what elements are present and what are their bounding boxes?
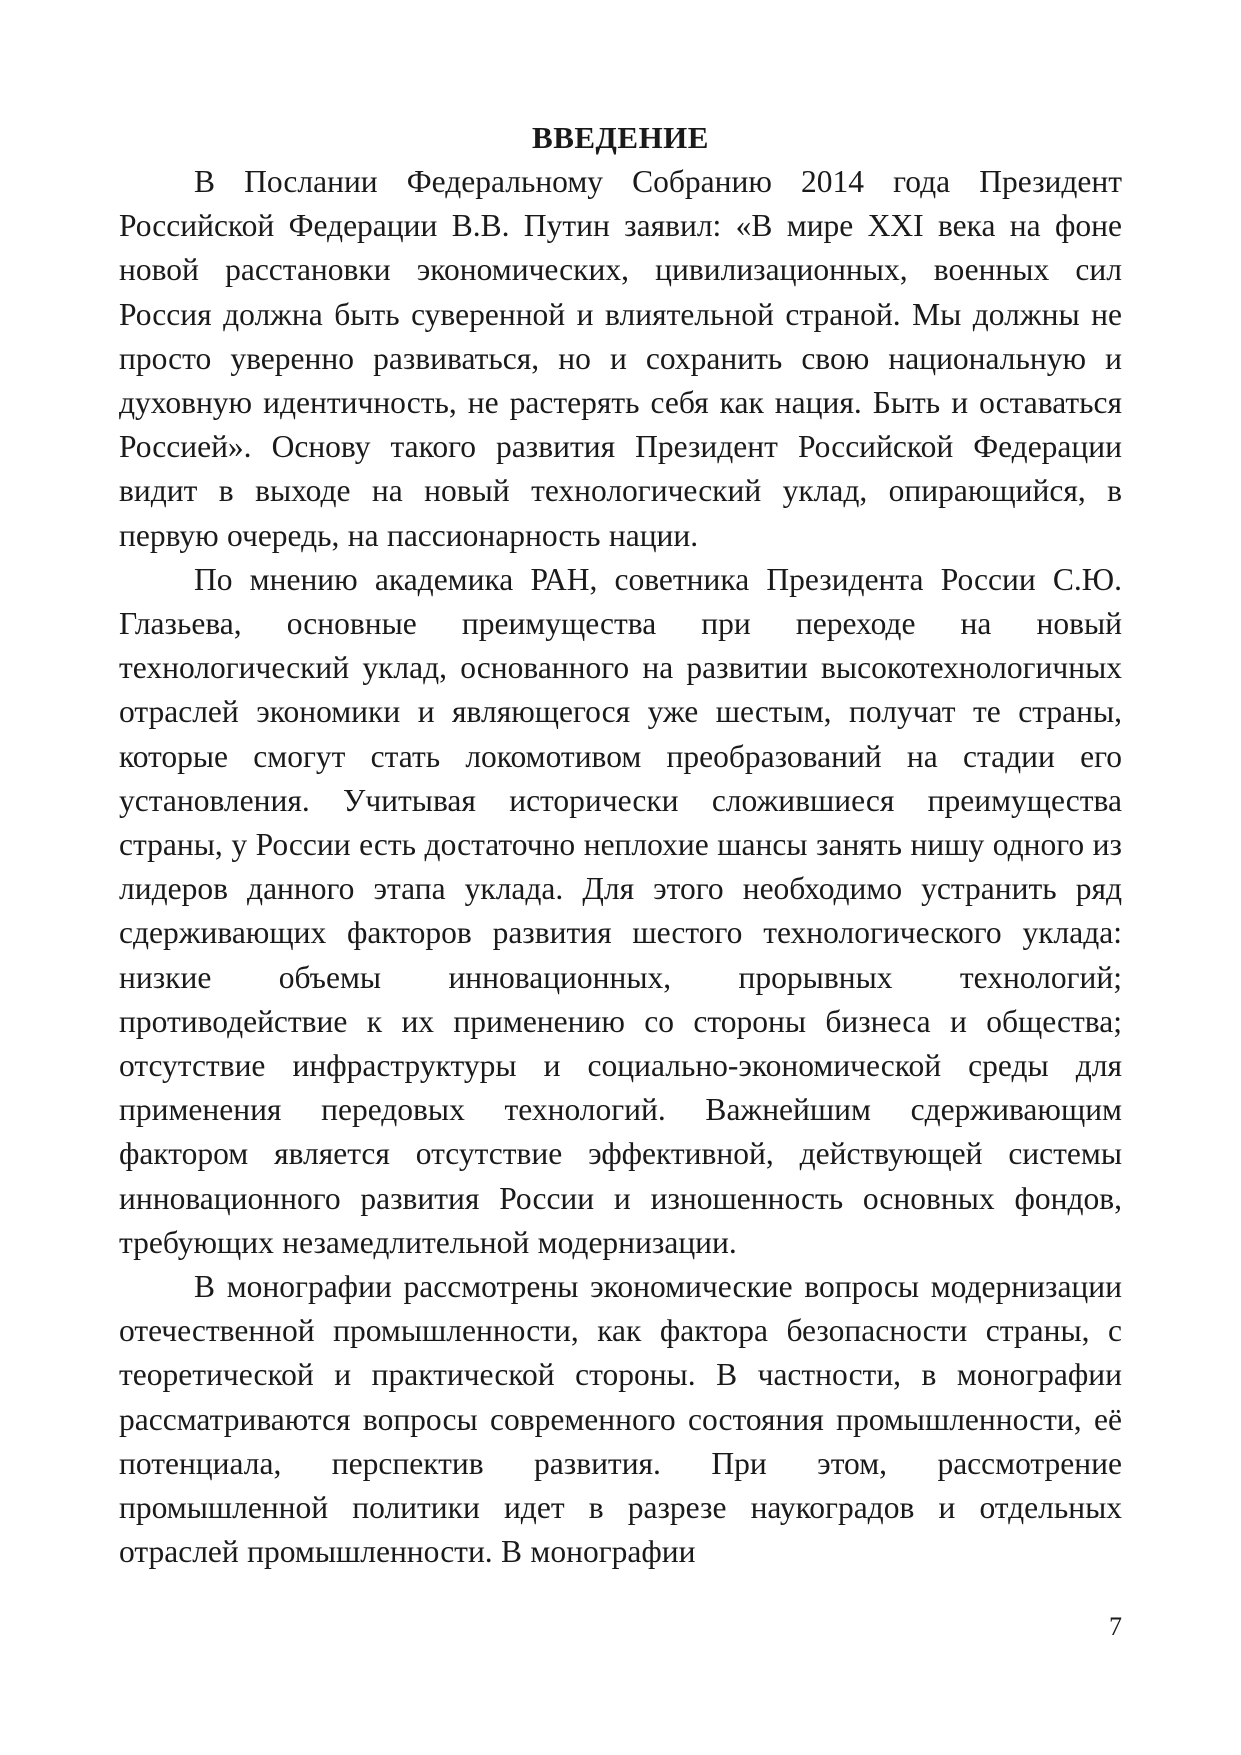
page-number: 7 — [1109, 1612, 1122, 1641]
body-text — [119, 160, 1122, 1575]
paragraph-2: По мнению академика РАН, советника Президента России С.Ю. Глазьева, основные преимущества при переходе на новый технологический уклад, основанного на развитии высокотехнологичных отраслей экономики и являющегося уже шестым, получат те страны, которые смогут стать локомотивом преобразований на стадии его установления. Учитывая исторически сложившиеся преимущества страны, у России есть достаточно неплохие шансы занять нишу одного из лидеров данного этапа уклада. Для этого необходимо устранить ряд сдерживающих факторов развития шестого технологического уклада: низкие объемы инновационных, прорывных технологий; противодействие к их применению со стороны бизнеса и общества; отсутствие инфраструктуры и социально-экономической среды для применения передовых технологий. Важнейшим сдерживающим фактором является отсутствие эффективной, действующей системы инновационного развития России и изношенность основных фондов, требующих незамедлительной модернизации. — [119, 561, 1122, 1260]
paragraph-1: В Послании Федеральному Собранию 2014 года Президент Российской Федерации В.В. Путин заявил: «В мире XXI века на фоне новой расстановки экономических, цивилизационных, военных сил Россия должна быть суверенной и влиятельной страной. Мы должны не просто уверенно развиваться, но и сохранить свою национальную и духовную идентичность, не растерять себя как нация. Быть и оставаться Россией». Основу такого развития Президент Российской Федерации видит в выходе на новый технологический уклад, опирающийся, в первую очередь, на пассионарность нации. — [119, 164, 1122, 553]
section-heading: ВВЕДЕНИЕ — [532, 120, 709, 155]
paragraph-3: В монографии рассмотрены экономические вопросы модернизации отечественной промышленности, как фактора безопасности страны, с теоретической и практической стороны. В частности, в монографии рассматриваются вопросы современного состояния промышленности, её потенциала, перспектив развития. При этом, рассмотрение промышленной политики идет в разрезе наукоградов и отдельных отраслей промышленности. В монографии — [119, 1269, 1122, 1570]
